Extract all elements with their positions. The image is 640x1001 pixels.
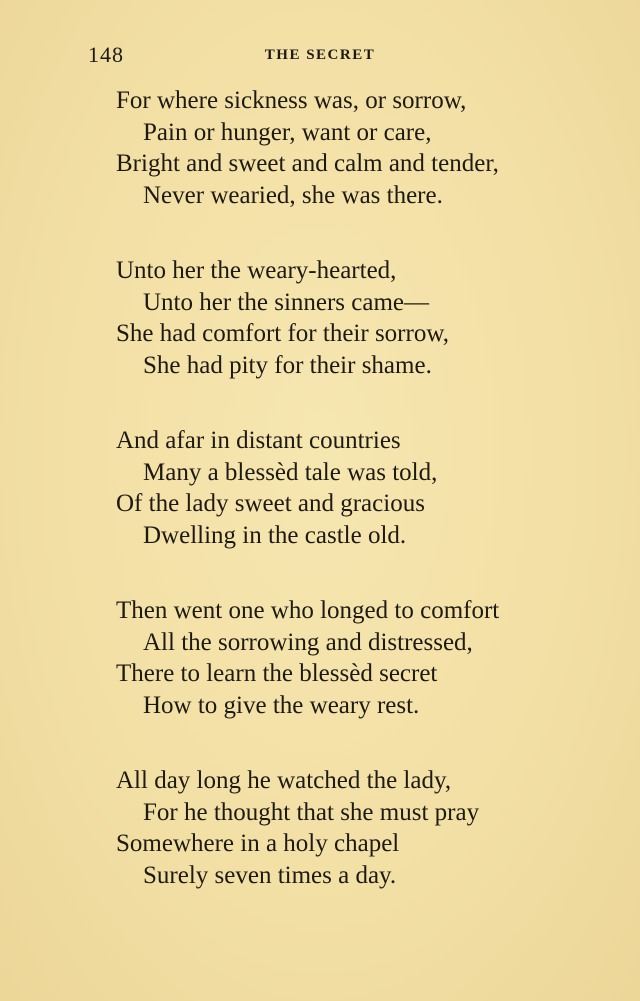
poem-line: Unto her the sinners came— bbox=[143, 288, 430, 316]
poem-line: Then went one who longed to comfort bbox=[116, 597, 500, 624]
poem-line: Bright and sweet and calm and tender, bbox=[116, 150, 499, 177]
poem-line: Many a blessèd tale was told, bbox=[143, 458, 438, 486]
stanza-1 bbox=[116, 85, 616, 211]
running-head: THE SECRET bbox=[264, 47, 376, 63]
stanza-2 bbox=[116, 255, 616, 381]
page-number: 148 bbox=[88, 42, 124, 67]
poem-line: She had comfort for their sorrow, bbox=[116, 320, 450, 347]
poem-line: Never wearied, she was there. bbox=[143, 181, 443, 209]
poem-line: For where sickness was, or sorrow, bbox=[116, 87, 467, 114]
poem-line: All day long he watched the lady, bbox=[116, 767, 452, 794]
poem-line: And afar in distant countries bbox=[116, 427, 401, 454]
poem-line: She had pity for their shame. bbox=[143, 351, 432, 379]
poem-line: Somewhere in a holy chapel bbox=[116, 830, 400, 857]
poem-line: All the sorrowing and distressed, bbox=[143, 628, 473, 656]
poem-line: Pain or hunger, want or care, bbox=[143, 118, 432, 146]
poem-line: Dwelling in the castle old. bbox=[143, 521, 407, 549]
poem-line: There to learn the blessèd secret bbox=[116, 660, 438, 687]
poem-line: How to give the weary rest. bbox=[143, 691, 420, 719]
stanza-5 bbox=[116, 765, 616, 891]
poem-line: Surely seven times a day. bbox=[143, 861, 397, 889]
poem-line: For he thought that she must pray bbox=[143, 798, 480, 826]
stanza-4 bbox=[116, 595, 616, 721]
poem bbox=[116, 85, 616, 935]
stanza-3 bbox=[116, 425, 616, 551]
page-header bbox=[0, 42, 640, 72]
poem-line: Unto her the weary-hearted, bbox=[116, 257, 397, 284]
poem-line: Of the lady sweet and gracious bbox=[116, 490, 425, 517]
